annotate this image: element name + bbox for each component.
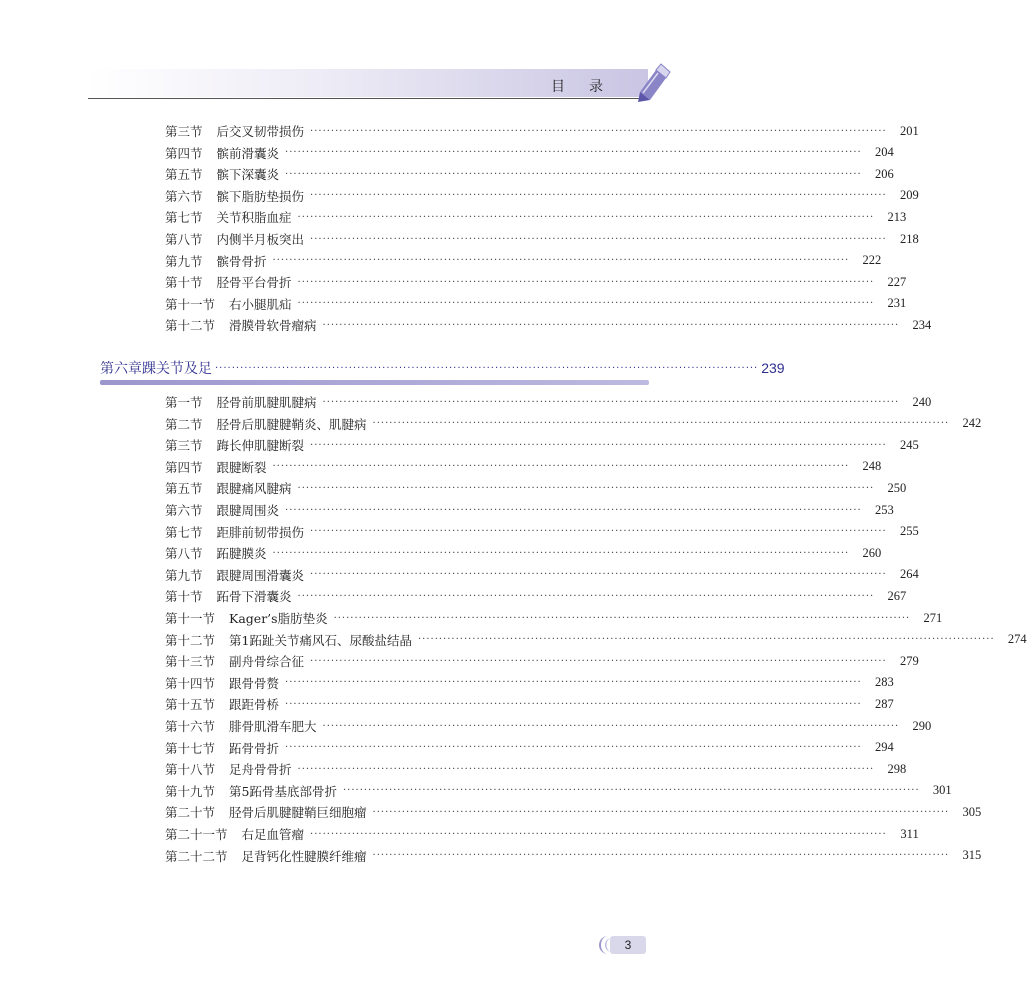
toc-page: 283 <box>874 675 894 690</box>
toc-section: 第二十二节 <box>165 848 228 864</box>
leader-dots: ·········································································································································· <box>297 276 875 288</box>
toc-section: 第三节 <box>165 124 203 139</box>
toc-title: 跟腱周围滑囊炎 <box>216 567 305 583</box>
leader-dots: ·········································································································································· <box>322 319 900 331</box>
toc-title: 髌下深囊炎 <box>216 167 280 183</box>
page-number-badge <box>598 934 648 956</box>
leader-dots: ·········································································································································· <box>272 547 850 559</box>
toc-title: 第1跖趾关节痛风石、尿酸盐结晶 <box>229 632 412 648</box>
toc-entry[interactable] <box>165 607 943 629</box>
toc-section: 第十一节 <box>165 296 216 312</box>
toc-page: 245 <box>899 437 919 452</box>
toc-section: 第二十一节 <box>165 827 228 842</box>
toc-entry[interactable] <box>165 672 894 694</box>
toc-section: 第十八节 <box>165 762 216 778</box>
toc-entry[interactable] <box>165 499 894 521</box>
toc-page: 240 <box>912 394 932 409</box>
toc-section: 第八节 <box>165 232 203 247</box>
toc-entry[interactable] <box>165 780 952 802</box>
leader-dots: ·········································································································································· <box>372 850 950 862</box>
leader-dots: ·········································································································································· <box>372 806 950 818</box>
leader-dots: ·········································································································································· <box>272 461 850 473</box>
toc-page: 242 <box>962 416 982 431</box>
leader-dots: ·································································································································· <box>215 362 759 374</box>
toc-section: 第六节 <box>165 188 203 204</box>
toc-page: 253 <box>874 502 894 517</box>
toc-entry[interactable] <box>165 564 919 586</box>
leader-dots: ·········································································································································· <box>297 298 875 310</box>
toc-section: 第五节 <box>165 167 203 183</box>
toc-entry[interactable] <box>165 456 882 478</box>
toc-entry[interactable] <box>165 758 907 780</box>
leader-dots: ·········································································································································· <box>322 396 900 408</box>
toc-section: 第六节 <box>165 503 203 518</box>
toc-title: 跟腱痛风腱病 <box>216 481 292 497</box>
chapter-rule <box>100 380 649 385</box>
toc-page: 301 <box>932 783 952 798</box>
toc-title: 右小腿肌疝 <box>229 296 292 312</box>
toc-section: 第八节 <box>165 546 203 562</box>
toc-page: 294 <box>874 740 894 755</box>
toc-title: 第5跖骨基底部骨折 <box>229 783 337 799</box>
toc-page: 260 <box>862 545 882 560</box>
toc-title: 胫骨前肌腱肌腱病 <box>216 395 317 410</box>
toc-title: 右足血管瘤 <box>241 827 305 842</box>
toc-page: 315 <box>962 848 982 863</box>
toc-entry[interactable] <box>165 293 907 315</box>
toc-section: 第十二节 <box>165 632 216 648</box>
toc-entry[interactable] <box>165 693 894 715</box>
toc-section: 第四节 <box>165 145 203 161</box>
leader-dots: ·········································································································································· <box>297 482 875 494</box>
leader-dots: ·········································································································································· <box>310 233 887 245</box>
leader-dots: ·········································································································································· <box>310 125 887 137</box>
toc-title: 足背钙化性腱膜纤维瘤 <box>241 848 367 864</box>
leader-dots: ·········································································································································· <box>297 590 875 602</box>
leader-dots: ·········································································································································· <box>272 255 850 267</box>
toc-title: 髌前滑囊炎 <box>216 145 280 161</box>
toc-section: 第二节 <box>165 416 203 432</box>
toc-section: 第十二节 <box>165 318 216 334</box>
toc-title: 后交叉韧带损伤 <box>216 124 305 139</box>
toc-page: 204 <box>874 145 894 160</box>
leader-dots: ·········································································································································· <box>322 720 900 732</box>
chapter-heading[interactable] <box>100 356 785 380</box>
leader-dots: ·········································································································································· <box>310 828 887 840</box>
toc-entry[interactable] <box>165 413 982 435</box>
toc-entry[interactable] <box>165 271 907 293</box>
toc-title: 跟腱断裂 <box>216 459 267 475</box>
toc-entry[interactable] <box>165 477 907 499</box>
toc-page: 274 <box>1007 632 1027 647</box>
toc-title: 跟腱周围炎 <box>216 503 280 518</box>
toc-section: 第十四节 <box>165 675 216 691</box>
leader-dots: ·········································································································································· <box>285 147 862 159</box>
toc-entry[interactable] <box>165 434 919 456</box>
toc-title: 髌骨骨折 <box>216 253 267 269</box>
toc-title: 腓骨肌滑车肥大 <box>229 719 317 734</box>
toc-title: 胫骨后肌腱腱鞘巨细胞瘤 <box>229 805 367 821</box>
leader-dots: ·········································································································································· <box>285 168 862 180</box>
toc-title: 胫骨平台骨折 <box>216 275 292 291</box>
toc-entry[interactable] <box>165 715 932 737</box>
header-title: 目录 <box>551 79 627 95</box>
chapter-page: 239 <box>761 360 785 376</box>
toc-entry[interactable] <box>165 142 894 164</box>
leader-dots: ·········································································································································· <box>310 190 887 202</box>
toc-section: 第三节 <box>165 438 203 454</box>
leader-dots: ·········································································································································· <box>297 211 875 223</box>
toc-section: 第十一节 <box>165 611 216 626</box>
toc-section: 第十九节 <box>165 783 216 799</box>
toc-page: 231 <box>887 296 907 311</box>
toc-section: 第九节 <box>165 567 203 583</box>
toc-entry[interactable] <box>165 120 919 142</box>
toc-page: 222 <box>862 253 882 268</box>
toc-title: 滑膜骨软骨瘤病 <box>229 318 317 334</box>
toc-entry[interactable] <box>165 163 894 185</box>
leader-dots: ·········································································································································· <box>285 698 862 710</box>
toc-title: 跖腱膜炎 <box>216 546 267 562</box>
toc-section: 第七节 <box>165 524 203 540</box>
toc-section: 第十七节 <box>165 740 216 756</box>
toc-entry[interactable] <box>165 650 919 672</box>
toc-page: 279 <box>899 653 919 668</box>
toc-section: 第十节 <box>165 589 203 605</box>
leader-dots: ·········································································································································· <box>310 655 887 667</box>
toc-page: 287 <box>874 696 894 711</box>
toc-page: 311 <box>900 826 919 841</box>
toc-section: 第十六节 <box>165 719 216 734</box>
toc-entry[interactable] <box>165 542 882 564</box>
toc-page: 227 <box>887 274 907 289</box>
toc-page: 213 <box>887 209 907 224</box>
toc-title: 胫骨后肌腱腱鞘炎、肌腱病 <box>216 416 367 432</box>
toc-page: 255 <box>899 524 919 539</box>
header-rule <box>88 98 648 99</box>
leader-dots: ·········································································································································· <box>417 634 995 646</box>
toc-entry[interactable] <box>165 585 907 607</box>
leader-dots: ·········································································································································· <box>310 439 887 451</box>
toc-entry[interactable] <box>165 845 982 867</box>
toc-page: 209 <box>899 188 919 203</box>
toc-entry[interactable] <box>165 228 919 250</box>
toc-entry[interactable] <box>165 206 907 228</box>
page-number: 3 <box>610 936 646 954</box>
chapter-title: 踝关节及足 <box>142 361 212 377</box>
toc-title: 关节积脂血症 <box>216 210 292 226</box>
toc-page: 250 <box>887 480 907 495</box>
toc-section: 第五节 <box>165 481 203 497</box>
toc-entry[interactable] <box>165 521 919 543</box>
toc-title: 髌下脂肪垫损伤 <box>216 188 305 204</box>
leader-dots: ·········································································································································· <box>342 785 920 797</box>
toc-page: 305 <box>962 804 982 819</box>
toc-entry[interactable] <box>165 314 932 336</box>
toc-title: 踇长伸肌腱断裂 <box>216 438 305 454</box>
toc-section: 第十三节 <box>165 654 216 670</box>
toc-page: 271 <box>923 610 943 625</box>
toc-entry[interactable] <box>165 629 1027 651</box>
toc-entry[interactable] <box>165 250 882 272</box>
toc-entry[interactable] <box>165 737 894 759</box>
chapter-number: 第六章 <box>100 361 142 377</box>
toc-section: 第七节 <box>165 210 203 226</box>
toc-title: Kager’s脂肪垫炎 <box>229 611 328 626</box>
toc-entry[interactable] <box>165 823 919 845</box>
toc-title: 跖骨下滑囊炎 <box>216 589 292 605</box>
toc-page: 206 <box>874 166 894 181</box>
toc-title: 跟骨骨赘 <box>229 675 280 691</box>
toc-title: 距腓前韧带损伤 <box>216 524 305 540</box>
toc-page: 234 <box>912 317 932 332</box>
toc-section: 第九节 <box>165 253 203 269</box>
toc-page: 218 <box>899 231 919 246</box>
toc-entry[interactable] <box>165 391 932 413</box>
toc-page: 267 <box>887 588 907 603</box>
toc-section: 第十节 <box>165 275 203 291</box>
toc-title: 跖骨骨折 <box>229 740 280 756</box>
leader-dots: ·········································································································································· <box>333 612 911 624</box>
toc-title: 副舟骨综合征 <box>229 654 305 670</box>
toc-page: 290 <box>912 718 932 733</box>
toc-title: 足舟骨骨折 <box>229 762 292 778</box>
toc-section: 第十五节 <box>165 697 216 713</box>
pen-icon <box>634 62 670 104</box>
toc-section: 第四节 <box>165 459 203 475</box>
leader-dots: ·········································································································································· <box>297 763 875 775</box>
toc-title: 内侧半月板突出 <box>216 232 305 247</box>
toc-title: 跟距骨桥 <box>229 697 280 713</box>
toc-entry[interactable] <box>165 801 982 823</box>
leader-dots: ·········································································································································· <box>310 569 887 581</box>
leader-dots: ·········································································································································· <box>285 677 862 689</box>
toc-entry[interactable] <box>165 185 919 207</box>
toc-page: 248 <box>862 459 882 474</box>
leader-dots: ·········································································································································· <box>372 418 950 430</box>
leader-dots: ·········································································································································· <box>285 504 862 516</box>
toc-page: 298 <box>887 761 907 776</box>
toc-section: 第一节 <box>165 395 203 410</box>
toc-page: 264 <box>899 567 919 582</box>
toc-page: 201 <box>899 123 919 138</box>
leader-dots: ·········································································································································· <box>285 742 862 754</box>
toc-section: 第二十节 <box>165 805 216 821</box>
leader-dots: ·········································································································································· <box>310 526 887 538</box>
